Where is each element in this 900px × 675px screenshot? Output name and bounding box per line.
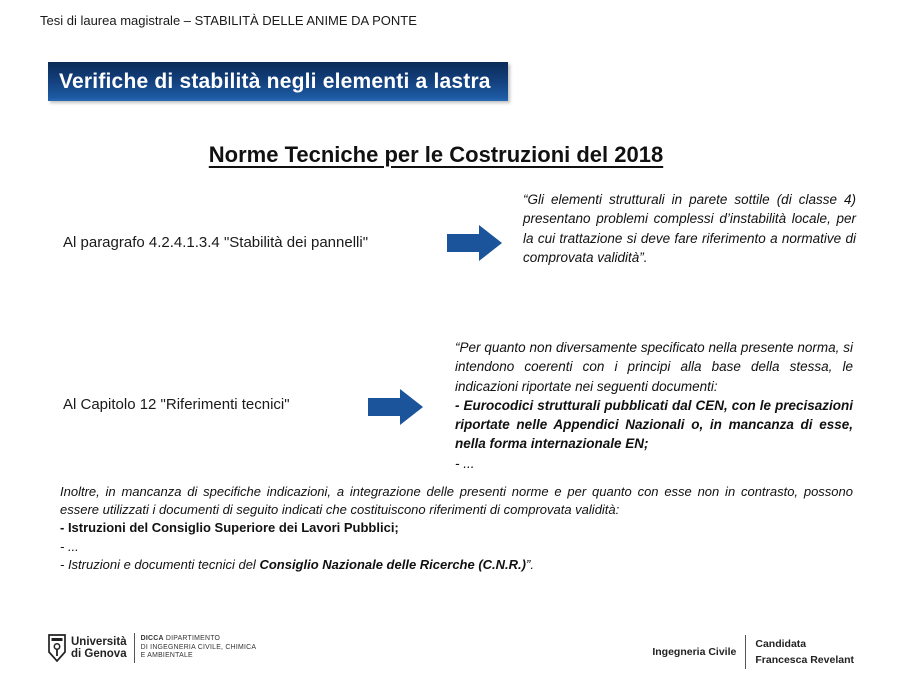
- quote-bullet-eurocodici: - Eurocodici strutturali pubblicati dal CEN, con le precisazioni riportate nelle Appendici Nazionali o, in mancanza di esse, nella forma internazionale EN;: [455, 397, 853, 452]
- footer-divider: [134, 633, 135, 663]
- department-line3: E AMBIENTALE: [140, 652, 193, 660]
- footer: [0, 630, 900, 675]
- paragraph-reference-label: Al paragrafo 4.2.4.1.3.4 "Stabilità dei pannelli": [63, 234, 369, 251]
- quote-intro: “Per quanto non diversamente specificato nella presente norma, si intendono coerenti con i principi alla base della stessa, le indicazioni riportate nei seguenti documenti:: [455, 340, 853, 394]
- university-name: [71, 636, 127, 660]
- bottom-item-ellipsis: - ...: [60, 538, 79, 554]
- quote-text: “Gli elementi strutturali in parete sottile (di classe 4) presentano problemi complessi d’instabilità locale, per la cui trattazione si deve fare riferimento a normative di comprovata validità”.: [523, 192, 856, 265]
- bottom-item-cnr-prefix: - Istruzioni e documenti tecnici del: [60, 556, 260, 572]
- university-name-line2: di Genova: [71, 648, 127, 660]
- arrow-right-icon: [368, 387, 424, 427]
- bottom-note-block: [60, 483, 853, 574]
- quote-bullet-ellipsis: - ...: [455, 455, 475, 471]
- candidate-block: [652, 635, 854, 669]
- bottom-item-lavori-pubblici: - Istruzioni del Consiglio Superiore dei Lavori Pubblici;: [60, 520, 399, 536]
- quote-riferimenti-tecnici: [455, 338, 853, 473]
- candidate-name-block: [755, 636, 854, 668]
- department-line1: [141, 635, 257, 644]
- candidate-name: Francesca Revelant: [755, 654, 854, 666]
- department-line2: DI INGEGNERIA CIVILE, CHIMICA: [140, 643, 257, 651]
- section-banner: [48, 62, 508, 101]
- bottom-item-cnr-bold: Consiglio Nazionale delle Ricerche (C.N.R.): [259, 556, 526, 572]
- slide-header-note: Tesi di laurea magistrale – STABILITÀ DELLE ANIME DA PONTE: [40, 13, 417, 28]
- arrow-right-icon: [447, 223, 503, 263]
- unige-shield-logo-icon: [48, 634, 66, 662]
- department-name: [141, 635, 257, 661]
- university-name-line1: Università: [71, 636, 127, 648]
- university-brand: [48, 633, 256, 663]
- candidate-label: Candidata: [755, 638, 807, 650]
- section-banner-title: Verifiche di stabilità negli elementi a lastra: [59, 69, 491, 93]
- bottom-paragraph: Inoltre, in mancanza di specifiche indicazioni, a integrazione delle presenti norme e per quanto con esse non in contrasto, possono essere utilizzati i documenti di seguito indicati che costituiscono riferimenti di comprovata validità:: [60, 484, 853, 518]
- quote-stabilita-pannelli: [523, 190, 856, 267]
- bottom-item-cnr: [60, 556, 853, 574]
- bottom-item-cnr-suffix: ”.: [526, 556, 534, 572]
- page-title: Norme Tecniche per le Costruzioni del 2018: [208, 142, 664, 167]
- footer-divider: [745, 635, 746, 669]
- course-name: Ingegneria Civile: [652, 646, 737, 658]
- chapter-reference-label: Al Capitolo 12 "Riferimenti tecnici": [63, 396, 290, 413]
- department-line1-rest: DIPARTIMENTO: [163, 635, 221, 643]
- department-acronym: DICCA: [140, 635, 164, 643]
